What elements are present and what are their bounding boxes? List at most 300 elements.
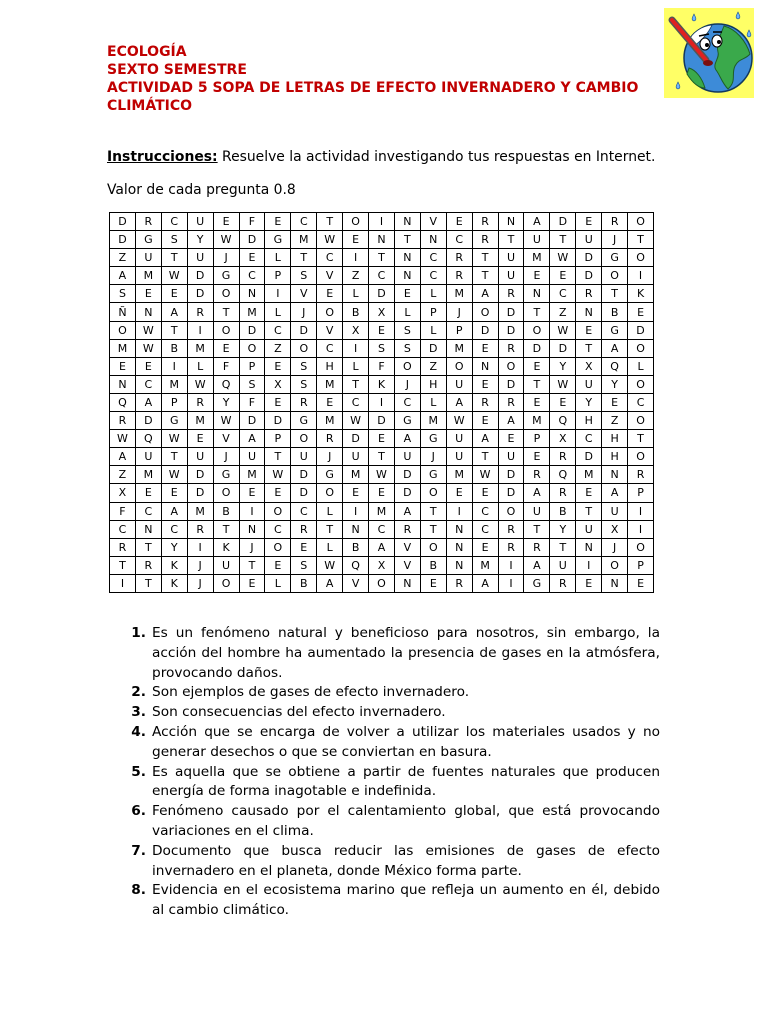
word-search-cell: T [136,575,162,593]
word-search-cell: O [628,539,654,557]
word-search-cell: V [395,557,421,575]
word-search-cell: N [576,539,602,557]
word-search-cell: P [421,303,447,321]
word-search-cell: L [317,503,343,521]
word-search-cell: E [421,575,447,593]
word-search-cell: I [343,503,369,521]
word-search-cell: D [499,303,525,321]
word-search-cell: O [628,412,654,430]
word-search-cell: D [291,322,317,340]
word-search-cell: T [369,249,395,267]
word-search-cell: D [499,466,525,484]
word-search-cell: T [136,539,162,557]
word-search-cell: X [110,484,136,502]
question-number: 1. [131,625,146,641]
word-search-cell: J [602,539,628,557]
word-search-cell: T [524,521,550,539]
word-search-cell: R [550,448,576,466]
word-search-cell: P [628,484,654,502]
word-search-cell: R [473,394,499,412]
word-search-cell: E [291,539,317,557]
question-number: 4. [131,723,146,740]
word-search-cell: C [136,376,162,394]
word-search-cell: R [473,213,499,231]
word-search-cell: T [473,249,499,267]
word-search-cell: E [136,358,162,376]
word-search-cell: A [162,503,188,521]
word-search-cell: A [110,448,136,466]
word-search-cell: U [576,231,602,249]
word-search-cell: D [240,322,266,340]
word-search-cell: C [447,231,473,249]
word-search-cell: N [395,575,421,593]
word-search-cell: B [550,503,576,521]
word-search-cell: Q [214,376,240,394]
subject-title: ECOLOGÍA [107,44,187,60]
word-search-cell: E [499,430,525,448]
word-search-cell: U [447,448,473,466]
word-search-cell: U [602,503,628,521]
word-search-cell: M [317,376,343,394]
word-search-cell: E [265,213,291,231]
word-search-cell: A [447,394,473,412]
question-text: Son ejemplos de gases de efecto invernadero. [152,684,470,701]
word-search-cell: I [188,539,214,557]
question-item [122,881,660,921]
word-search-cell: D [188,285,214,303]
word-search-cell: P [162,394,188,412]
word-search-cell: N [473,358,499,376]
word-search-cell: E [162,285,188,303]
question-text: Es un fenómeno natural y beneficioso para nosotros, sin embargo, la acción del hombre ha aumentado la presencia de gases en la atmósfera, provocando daños. [152,625,660,681]
word-search-cell: O [628,376,654,394]
word-search-cell: W [343,412,369,430]
word-search-cell: W [473,466,499,484]
word-search-cell: I [499,575,525,593]
word-search-cell: E [576,484,602,502]
word-search-cell: R [447,575,473,593]
word-search-cell: B [602,303,628,321]
word-search-cell: R [499,394,525,412]
word-search-cell: O [602,557,628,575]
word-search-cell: T [317,213,343,231]
word-search-cell: O [214,322,240,340]
word-search-cell: N [369,231,395,249]
word-search-cell: C [265,521,291,539]
word-search-cell: D [291,466,317,484]
word-search-cell: O [110,322,136,340]
word-search-cell: R [499,521,525,539]
word-search-cell: D [369,412,395,430]
word-search-cell: D [136,412,162,430]
word-search-cell: I [628,267,654,285]
word-search-cell: C [162,521,188,539]
word-search-cell: L [343,285,369,303]
question-number: 6. [131,803,146,820]
word-search-cell: T [421,521,447,539]
word-search-cell: S [110,285,136,303]
word-search-cell: U [395,448,421,466]
word-search-cell: D [110,213,136,231]
word-search-cell: E [447,484,473,502]
word-search-cell: O [369,575,395,593]
question-text: Son consecuencias del efecto invernadero. [152,704,446,721]
question-item [122,723,660,763]
word-search-cell: N [447,557,473,575]
word-search-cell: T [162,448,188,466]
word-search-cell: W [265,466,291,484]
word-search-cell: X [343,322,369,340]
word-search-cell: M [291,231,317,249]
word-search-cell: X [369,557,395,575]
word-search-cell: G [265,231,291,249]
word-search-cell: S [395,340,421,358]
word-search-cell: O [395,358,421,376]
word-search-cell: H [421,376,447,394]
word-search-cell: D [421,340,447,358]
word-search-cell: U [188,213,214,231]
earth-thermometer-logo [664,8,754,98]
word-search-cell: O [214,285,240,303]
word-search-cell: T [110,557,136,575]
word-search-cell: L [343,358,369,376]
word-search-cell: I [188,322,214,340]
question-text: Documento que busca reducir las emisiones de gases de efecto invernadero en el planeta, donde México forma parte. [152,842,660,879]
word-search-cell: D [576,267,602,285]
word-search-cell: E [188,430,214,448]
word-search-cell: E [369,322,395,340]
word-search-cell: I [576,557,602,575]
instructions [107,148,655,166]
word-search-cell: O [499,358,525,376]
word-search-cell: H [602,430,628,448]
word-search-cell: O [628,249,654,267]
word-search-cell: E [628,303,654,321]
word-search-cell: R [188,394,214,412]
word-search-cell: R [395,521,421,539]
word-search-cell: J [240,539,266,557]
word-search-cell: O [265,539,291,557]
word-search-cell: N [136,521,162,539]
word-search-cell: D [550,340,576,358]
word-search-cell: I [447,503,473,521]
word-search-cell: U [136,249,162,267]
question-text: Es aquella que se obtiene a partir de fuentes naturales que producen energía de forma inagotable e indefinida. [152,763,660,800]
word-search-cell: D [550,213,576,231]
word-search-cell: L [421,322,447,340]
word-search-cell: V [317,322,343,340]
question-number: 7. [131,842,146,859]
word-search-cell: M [188,340,214,358]
word-search-cell: T [162,322,188,340]
word-search-cell: N [395,249,421,267]
word-search-cell: P [524,430,550,448]
word-search-cell: R [628,466,654,484]
word-search-cell: D [188,267,214,285]
word-search-cell: E [524,267,550,285]
word-search-cell: U [524,503,550,521]
document-header [107,43,659,115]
word-search-cell: Y [550,358,576,376]
word-search-cell: R [447,249,473,267]
word-search-cell: M [188,412,214,430]
word-search-cell: X [265,376,291,394]
word-search-cell: O [240,340,266,358]
word-search-cell: T [265,448,291,466]
question-text: Acción que se encarga de volver a utilizar los materiales usados y no generar desechos o que se conviertan en basura. [152,723,660,760]
word-search-cell: X [576,358,602,376]
word-search-cell: A [395,430,421,448]
word-search-cell: E [473,412,499,430]
word-search-cell: J [188,557,214,575]
word-search-cell: G [317,466,343,484]
word-search-cell: C [317,249,343,267]
word-search-cell: F [214,358,240,376]
pupil [705,43,709,47]
word-search-cell: I [265,285,291,303]
word-search-cell: R [291,394,317,412]
word-search-cell: O [265,503,291,521]
word-search-cell: I [240,503,266,521]
word-search-cell: T [499,231,525,249]
word-search-cell: A [395,503,421,521]
word-search-cell: D [576,249,602,267]
word-search-cell: N [524,285,550,303]
word-search-cell: G [524,575,550,593]
word-search-cell: Y [188,231,214,249]
word-search-cell: W [317,557,343,575]
word-search-cell: Q [602,358,628,376]
pupil [717,40,721,44]
word-search-cell: W [447,412,473,430]
word-search-cell: A [369,539,395,557]
word-search-cell: R [602,213,628,231]
word-search-cell: T [421,503,447,521]
word-search-cell: R [136,557,162,575]
word-search-cell: T [395,231,421,249]
word-search-cell: O [343,213,369,231]
word-search-cell: K [214,539,240,557]
word-search-cell: A [162,303,188,321]
word-search-cell: I [343,340,369,358]
word-search-cell: G [214,466,240,484]
word-search-cell: S [240,376,266,394]
question-item [122,624,660,683]
word-search-cell: Z [110,249,136,267]
word-search-cell: R [473,231,499,249]
word-search-cell: B [343,303,369,321]
question-item [122,683,660,703]
word-search-cell: O [421,539,447,557]
word-search-cell: T [628,231,654,249]
word-search-cell: E [162,484,188,502]
question-item [122,842,660,882]
word-search-cell: E [473,539,499,557]
word-search-cell: N [499,213,525,231]
word-search-cell: R [499,340,525,358]
word-search-cell: I [110,575,136,593]
word-search-cell: E [265,557,291,575]
word-search-cell: T [524,376,550,394]
word-search-cell: T [240,557,266,575]
word-search-cell: L [265,303,291,321]
word-search-cell: C [265,322,291,340]
word-search-cell: N [110,376,136,394]
word-search-cell: I [369,394,395,412]
word-search-cell: S [369,340,395,358]
word-search-cell: E [265,358,291,376]
word-search-cell: C [369,267,395,285]
word-search-cell: R [188,303,214,321]
word-search-cell: I [343,249,369,267]
word-search-cell: O [628,340,654,358]
word-search-cell: W [550,376,576,394]
word-search-cell: D [343,430,369,448]
word-search-cell: W [136,340,162,358]
word-search-cell: E [265,484,291,502]
word-search-cell: V [421,213,447,231]
word-search-cell: D [188,466,214,484]
word-search-cell: R [524,539,550,557]
word-search-cell: K [162,575,188,593]
word-search-cell: D [395,466,421,484]
word-search-cell: M [447,285,473,303]
word-search-cell: F [369,358,395,376]
word-search-cell: W [550,249,576,267]
word-search-cell: C [291,213,317,231]
word-search-cell: Q [136,430,162,448]
word-search-cell: J [447,303,473,321]
word-search-cell: N [240,521,266,539]
word-search-cell: C [110,521,136,539]
word-search-cell: C [550,285,576,303]
word-search-cell: O [447,358,473,376]
word-search-cell: E [524,448,550,466]
word-search-cell: W [550,322,576,340]
word-search-cell: A [240,430,266,448]
word-search-cell: T [473,267,499,285]
word-search-cell: R [317,430,343,448]
word-search-cell: A [524,213,550,231]
word-search-cell: M [136,267,162,285]
word-search-cell: B [162,340,188,358]
word-search-cell: O [291,340,317,358]
word-search-cell: M [188,503,214,521]
word-search-cell: N [136,303,162,321]
word-search-cell: T [317,521,343,539]
word-search-cell: Q [550,412,576,430]
word-search-cell: H [317,358,343,376]
word-search-cell: D [110,231,136,249]
word-search-cell: B [291,575,317,593]
word-search-cell: E [214,213,240,231]
word-search-cell: E [369,430,395,448]
word-search-cell: N [447,521,473,539]
word-search-cell: E [240,575,266,593]
word-search-cell: Y [162,539,188,557]
word-search-cell: V [291,285,317,303]
word-search-cell: W [162,466,188,484]
word-search-cell: Z [265,340,291,358]
word-search-cell: L [395,303,421,321]
word-search-cell: P [447,322,473,340]
word-search-cell: C [162,213,188,231]
word-search-cell: E [473,376,499,394]
word-search-cell: T [550,231,576,249]
activity-title: ACTIVIDAD 5 SOPA DE LETRAS DE EFECTO INVERNADERO Y CAMBIO CLIMÁTICO [107,80,639,114]
word-search-cell: D [188,484,214,502]
word-search-cell: M [473,557,499,575]
word-search-cell: M [240,303,266,321]
word-search-cell: U [136,448,162,466]
word-search-cell: O [291,430,317,448]
question-list [122,624,660,921]
word-search-cell: I [499,557,525,575]
word-search-cell: M [162,376,188,394]
word-search-cell: D [499,484,525,502]
word-search-cell: U [447,430,473,448]
word-search-cell: N [240,285,266,303]
question-number: 8. [131,882,146,899]
word-search-cell: O [524,322,550,340]
word-search-cell: E [369,484,395,502]
word-search-cell: A [499,412,525,430]
word-search-cell: I [369,213,395,231]
word-search-cell: Z [110,466,136,484]
word-search-cell: L [317,539,343,557]
word-search-cell: C [136,503,162,521]
word-search-cell: D [473,322,499,340]
word-search-cell: I [628,503,654,521]
word-search-cell: E [473,484,499,502]
word-search-cell: U [524,231,550,249]
word-search-cell: V [317,267,343,285]
word-search-cell: G [602,322,628,340]
word-search-cell: X [550,430,576,448]
word-search-cell: T [473,448,499,466]
word-search-cell: O [602,267,628,285]
word-search-cell: A [110,267,136,285]
word-search-cell: M [421,412,447,430]
word-search-cell: E [447,213,473,231]
word-search-cell: G [136,231,162,249]
word-search-cell: O [421,484,447,502]
word-search-cell: B [343,539,369,557]
word-search-cell: M [447,340,473,358]
word-search-cell: U [214,557,240,575]
question-text: Evidencia en el ecosistema marino que refleja un aumento en él, debido al cambio climático. [152,882,660,919]
word-search-cell: Q [550,466,576,484]
word-search-cell: C [317,340,343,358]
word-search-cell: I [162,358,188,376]
instructions-text: Resuelve la actividad investigando tus respuestas en Internet. [222,149,656,165]
word-search-cell: W [317,231,343,249]
word-search-cell: O [628,448,654,466]
word-search-cell: V [395,539,421,557]
word-search-cell: J [602,231,628,249]
word-search-cell: N [395,213,421,231]
word-search-cell: C [240,267,266,285]
word-search-cell: R [550,484,576,502]
word-search-cell: W [214,231,240,249]
word-search-cell: R [291,521,317,539]
word-search-cell: V [343,575,369,593]
word-search-cell: J [291,303,317,321]
word-search-cell: D [576,448,602,466]
word-search-cell: O [473,303,499,321]
word-search-cell: D [395,484,421,502]
word-search-cell: E [265,394,291,412]
